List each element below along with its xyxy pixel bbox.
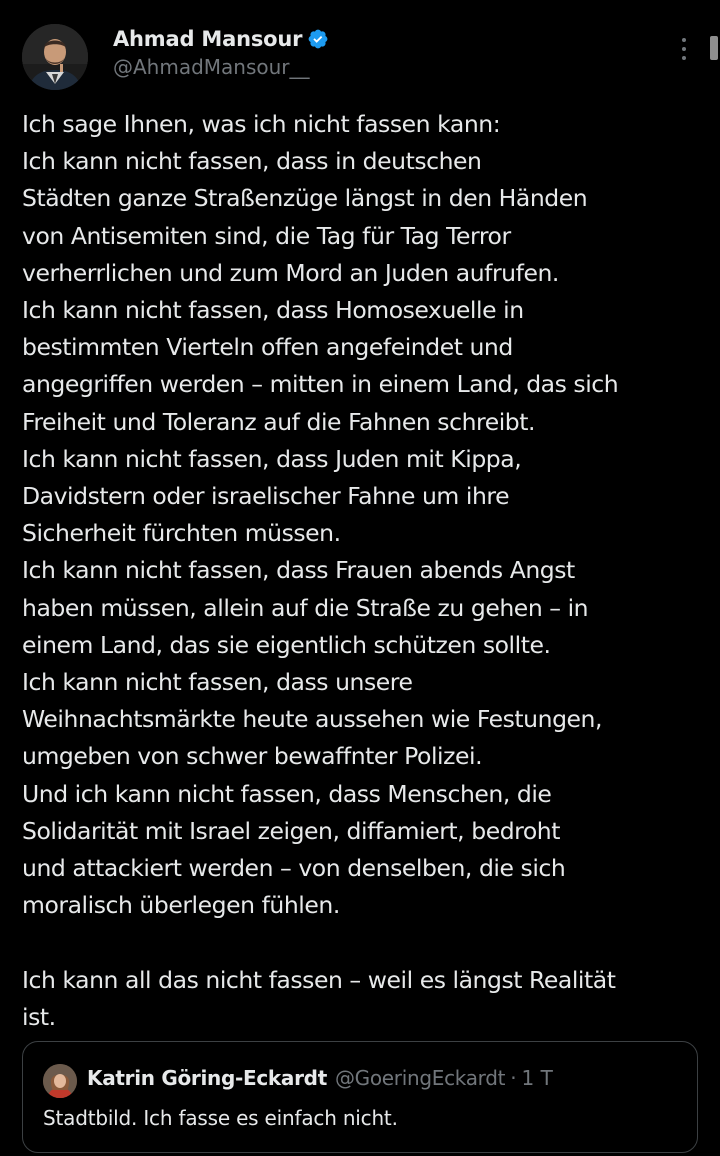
post-text-line: umgeben von schwer bewaffnter Polizei. (22, 742, 483, 771)
post-text-line: bestimmten Vierteln offen angefeindet und (22, 333, 513, 362)
post-text (22, 106, 712, 1036)
post-text-line: Sicherheit fürchten müssen. (22, 519, 341, 548)
post-text-line: verherrlichen und zum Mord an Juden aufrufen. (22, 258, 559, 287)
author-avatar[interactable] (22, 24, 88, 90)
post-text-line: Ich kann nicht fassen, dass Frauen abends Angst (22, 556, 575, 585)
post-text-line: Ich kann nicht fassen, dass Homosexuelle in (22, 296, 524, 325)
quoted-post-text: Stadtbild. Ich fasse es einfach nicht. (43, 1106, 398, 1130)
post-text-line: Solidarität mit Israel zeigen, diffamiert, bedroht (22, 816, 561, 845)
post-text-line: Ich sage Ihnen, was ich nicht fassen kann: (22, 110, 501, 138)
quoted-author-handle[interactable]: @GoeringEckardt (334, 1066, 506, 1090)
quoted-author-avatar[interactable] (43, 1064, 77, 1098)
post-text-line: angegriffen werden – mitten in einem Land, das sich (22, 370, 619, 399)
quoted-author-display-name[interactable]: Katrin Göring-Eckardt (87, 1066, 327, 1090)
author-name-row (113, 24, 329, 54)
post-text-line: ist. (22, 1002, 56, 1031)
post-text-line: Städten ganze Straßenzüge längst in den Händen (22, 184, 588, 213)
quoted-post-header (87, 1066, 553, 1090)
post-text-line: haben müssen, allein auf die Straße zu gehen – in (22, 593, 589, 622)
post-text-line: Weihnachtsmärkte heute aussehen wie Festungen, (22, 705, 603, 734)
more-options-icon[interactable] (672, 36, 696, 62)
author-display-name[interactable]: Ahmad Mansour (113, 27, 303, 51)
verified-badge-icon[interactable] (307, 28, 329, 50)
post-text-line: Ich kann nicht fassen, dass Juden mit Kippa, (22, 444, 522, 473)
post-text-line: Davidstern oder israelischer Fahne um ihre (22, 482, 510, 511)
author-handle[interactable]: @AhmadMansour__ (113, 55, 310, 79)
post-text-blank-line (22, 924, 712, 961)
post-text-line: Und ich kann nicht fassen, dass Menschen, die (22, 779, 552, 808)
quoted-post-separator: · (510, 1066, 517, 1090)
post-text-line: und attackiert werden – von denselben, die sich (22, 854, 566, 883)
post-text-line: von Antisemiten sind, die Tag für Tag Terror (22, 221, 511, 250)
post-text-line: Freiheit und Toleranz auf die Fahnen schreibt. (22, 407, 536, 436)
quoted-post-timestamp[interactable]: 1 T (521, 1066, 553, 1090)
post-text-line: Ich kann nicht fassen, dass unsere (22, 668, 413, 697)
quoted-author-avatar-image (43, 1064, 77, 1098)
post-text-line: Ich kann all das nicht fassen – weil es längst Realität (22, 965, 616, 994)
quoted-post[interactable] (22, 1041, 698, 1153)
post-text-line: einem Land, das sie eigentlich schützen sollte. (22, 630, 551, 659)
post-text-line: Ich kann nicht fassen, dass in deutschen (22, 147, 482, 176)
post-text-line: moralisch überlegen fühlen. (22, 891, 340, 920)
scrollbar-thumb[interactable] (710, 36, 718, 60)
author-avatar-image (22, 24, 88, 90)
